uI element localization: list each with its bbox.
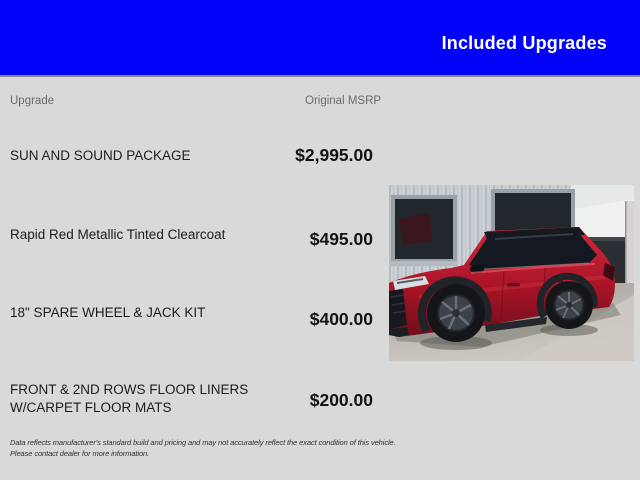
upgrade-name: SUN AND SOUND PACKAGE — [10, 148, 191, 163]
page-title: Included Upgrades — [441, 33, 607, 53]
disclaimer-line-1: Data reflects manufacturer's standard build and pricing and may not accurately reflect the exact condition of this vehicle. — [10, 438, 396, 447]
disclaimer-line-2: Please contact dealer for more information. — [10, 448, 150, 458]
disclaimer-text — [10, 438, 430, 459]
upgrade-name: FRONT & 2ND ROWS FLOOR LINERS W/CARPET FLOOR MATS — [10, 382, 249, 416]
upgrade-price: $495.00 — [309, 229, 373, 249]
upgrade-price: $400.00 — [309, 309, 373, 329]
vehicle-photo — [389, 185, 634, 361]
upgrade-name: Rapid Red Metallic Tinted Clearcoat — [10, 227, 226, 242]
included-upgrades-banner — [0, 0, 640, 77]
upgrade-name: 18" SPARE WHEEL & JACK KIT — [10, 305, 206, 320]
column-header-original-msrp: Original MSRP — [305, 95, 382, 107]
upgrade-price: $2,995.00 — [295, 145, 373, 165]
column-header-upgrade: Upgrade — [10, 95, 55, 107]
upgrade-price: $200.00 — [309, 390, 373, 410]
